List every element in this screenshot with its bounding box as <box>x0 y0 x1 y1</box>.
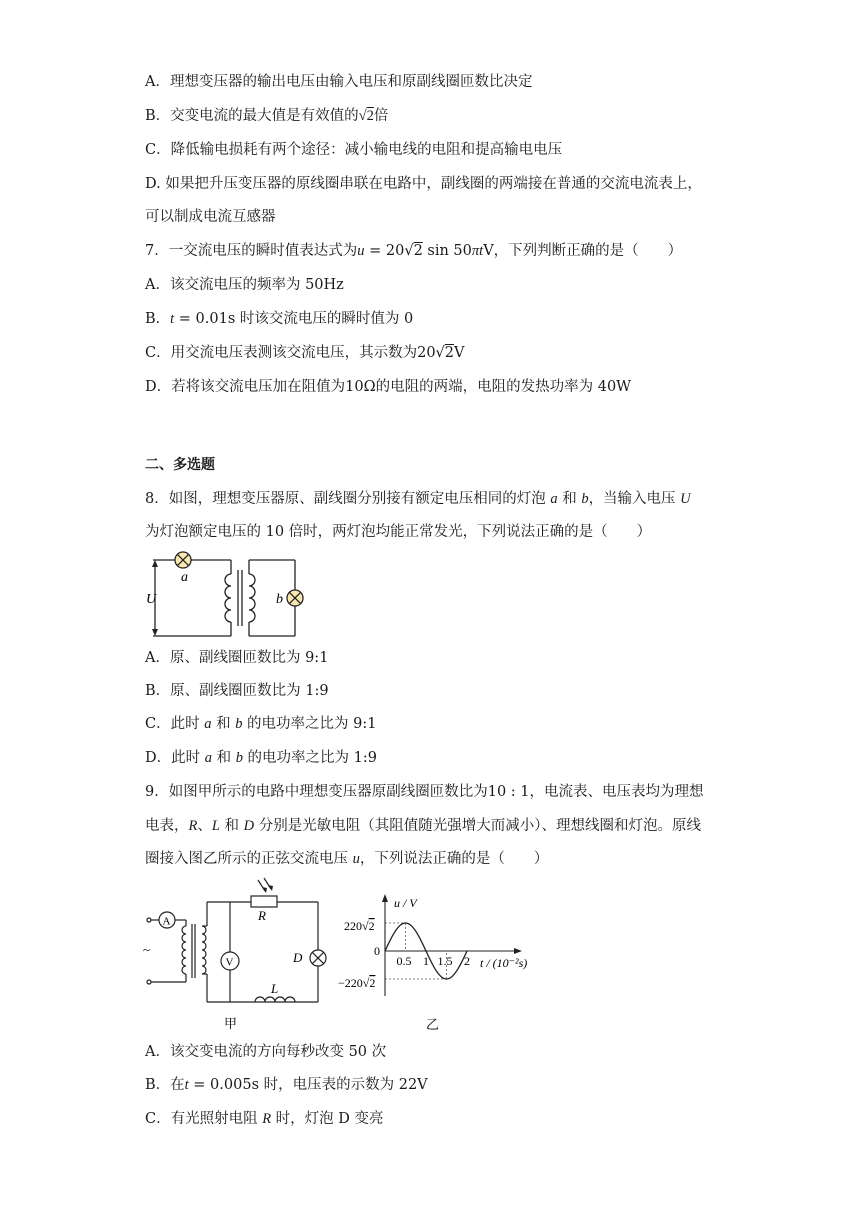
figure-caption-jia: 甲 <box>224 1016 238 1031</box>
lamp-d-icon <box>310 950 326 966</box>
q8-stem-line1: 8．如图，理想变压器原、副线圈分别接有额定电压相同的灯泡 a 和 b，当输入电压 U <box>145 491 691 507</box>
q6-option-b: B．交变电流的最大值是有效值的√2倍 <box>145 108 389 124</box>
lamp-b-icon <box>287 590 303 606</box>
q6-option-c: C．降低输电损耗有两个途径：减小输电线的电阻和提高输电电压 <box>145 142 563 158</box>
x-axis-label: t / (10⁻²s) <box>480 956 528 970</box>
q7-option-c: C．用交流电压表测该交流电压，其示数为20√2V <box>145 345 465 361</box>
y-tick-neg: −220√2 <box>338 976 376 990</box>
q9-option-a: A．该交变电流的方向每秒改变 50 次 <box>145 1044 387 1060</box>
q8-option-a: A．原、副线圈匝数比为 9:1 <box>145 650 329 666</box>
q8-option-d: D．此时 a 和 b 的电功率之比为 1:9 <box>145 750 378 766</box>
voltmeter-icon <box>221 952 239 970</box>
q9-option-b: B．在t = 0.005s 时，电压表的示数为 22V <box>145 1077 428 1093</box>
label-d: D <box>293 950 303 965</box>
q8-option-c: C．此时 a 和 b 的电功率之比为 9:1 <box>145 716 377 732</box>
label-l: L <box>271 981 279 996</box>
section-title-multiple-choice: 二、多选题 <box>145 457 215 473</box>
q7-option-b: B．t = 0.01s 时该交流电压的瞬时值为 0 <box>145 311 414 327</box>
y-axis-label: u / V <box>394 896 417 910</box>
q9-voltage-chart-yi <box>338 890 538 1036</box>
label-r: R <box>258 908 266 923</box>
q9-stem-line1: 9．如图甲所示的电路中理想变压器原副线圈匝数比为10 : 1，电流表、电压表均为理想 <box>145 784 704 800</box>
ammeter-icon <box>159 912 175 928</box>
q9-circuit-figure-jia <box>140 876 330 1036</box>
x-tick-label: 0.5 <box>396 954 412 968</box>
figure-caption-yi: 乙 <box>426 1017 440 1032</box>
q9-stem-line2: 电表，R、L 和 D 分别是光敏电阻（其阻值随光强增大而减小）、理想线圈和灯泡。原线 <box>145 818 701 834</box>
q6-option-a: A．理想变压器的输出电压由输入电压和原副线圈匝数比决定 <box>145 74 533 90</box>
x-tick-label: 2 <box>464 954 470 968</box>
ac-source-tilde: ~ <box>143 942 151 957</box>
svg-text:A: A <box>162 915 171 928</box>
lamp-a-icon <box>175 552 191 568</box>
q6-option-d-line1: D. 如果把升压变压器的原线圈串联在电路中，副线圈的两端接在普通的交流电流表上， <box>145 176 702 192</box>
x-tick-label: 1 <box>423 954 429 968</box>
q6-option-d-line2: 可以制成电流互感器 <box>145 209 276 225</box>
q8-fig-label-u: U <box>146 592 157 607</box>
q9-stem-line3: 圈接入图乙所示的正弦交流电压 u，下列说法正确的是（ ） <box>145 851 549 867</box>
y-tick-zero: 0 <box>374 944 380 958</box>
q8-stem-line2: 为灯泡额定电压的 10 倍时，两灯泡均能正常发光，下列说法正确的是（ ） <box>145 524 652 540</box>
x-tick-label: 1.5 <box>437 954 453 968</box>
q7-option-a: A．该交流电压的频率为 50Hz <box>145 277 344 293</box>
q8-fig-label-a: a <box>181 570 188 585</box>
y-tick-pos: 220√2 <box>344 919 375 933</box>
q8-transformer-circuit-figure <box>145 548 305 640</box>
svg-text:V: V <box>225 956 234 969</box>
q8-fig-label-b: b <box>276 592 283 607</box>
q9-option-c: C．有光照射电阻 R 时，灯泡 D 变亮 <box>145 1111 384 1127</box>
q7-option-d: D．若将该交流电压加在阻值为10Ω的电阻的两端，电阻的发热功率为 40W <box>145 379 632 395</box>
q8-option-b: B．原、副线圈匝数比为 1:9 <box>145 683 329 699</box>
q7-stem: 7．一交流电压的瞬时值表达式为u = 20√2 sin 50πtV，下列判断正确的是（ ） <box>145 243 683 259</box>
